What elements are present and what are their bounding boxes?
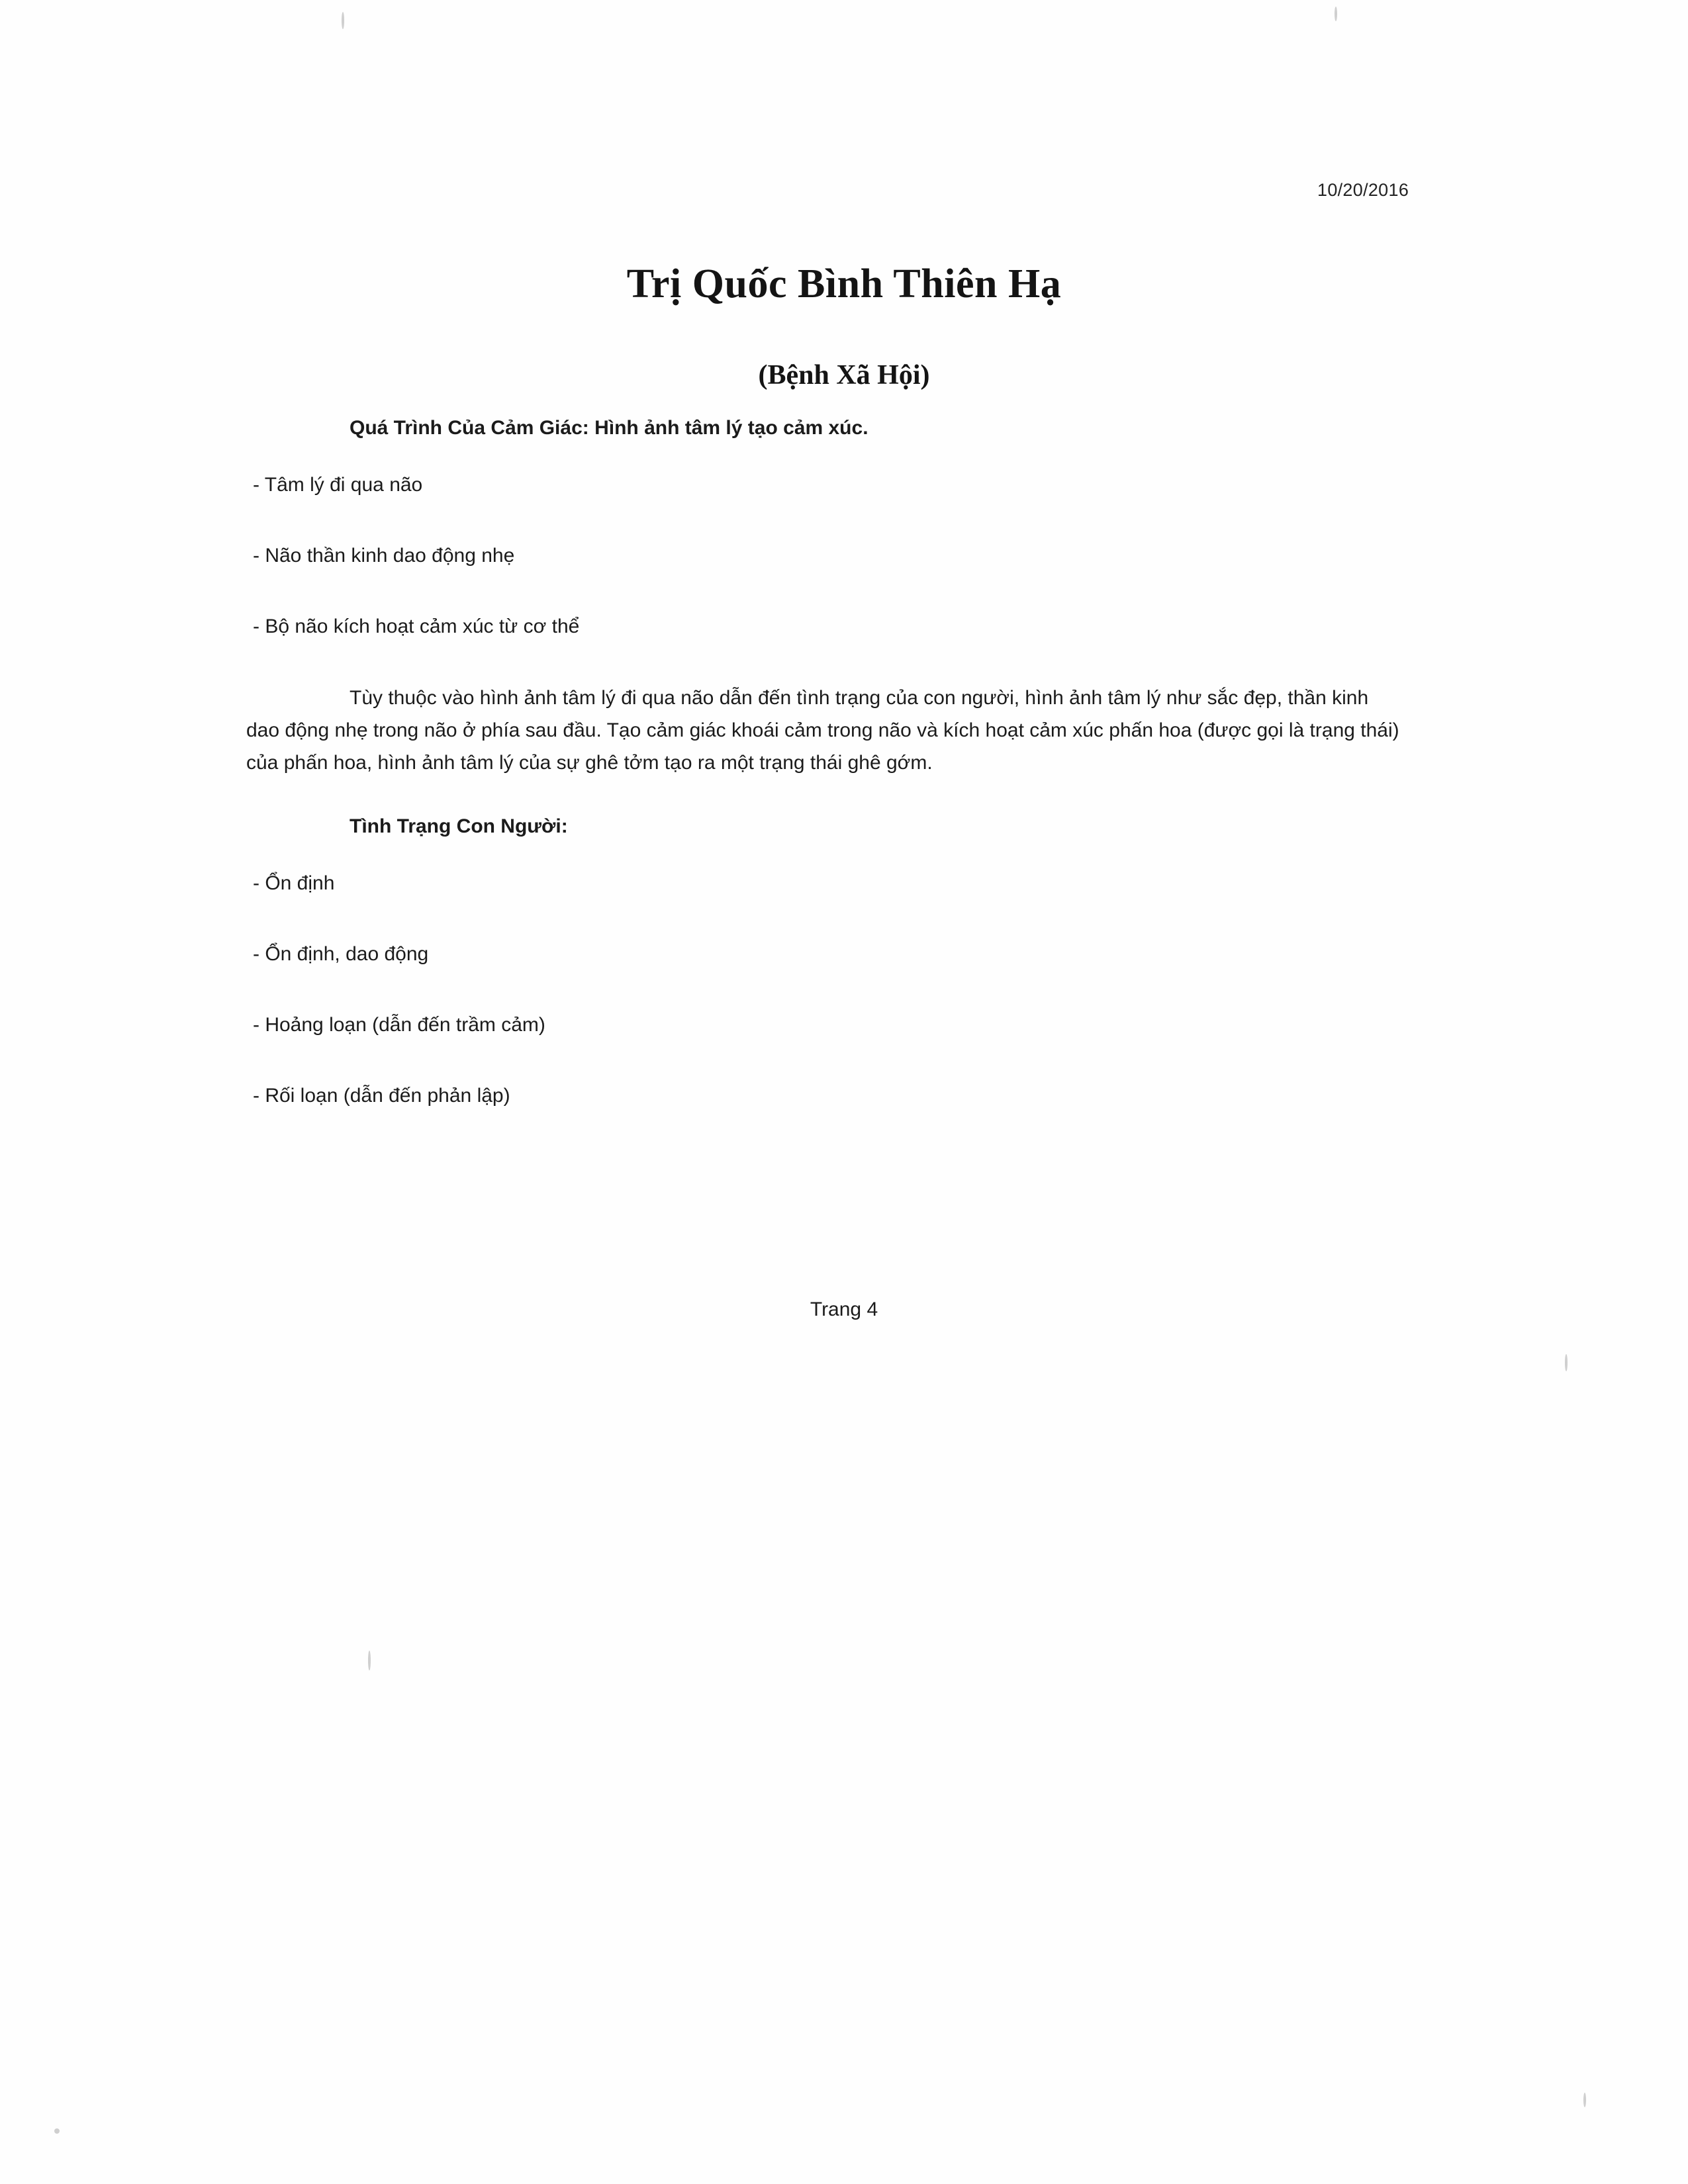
list-item: - Hoảng loạn (dẫn đến trầm cảm): [253, 1013, 545, 1036]
list-item: - Não thần kinh dao động nhẹ: [253, 545, 515, 567]
list-item: - Bộ não kích hoạt cảm xúc từ cơ thể: [253, 615, 580, 637]
page-subtitle: (Bệnh Xã Hội): [758, 359, 930, 390]
page-title: Trị Quốc Bình Thiên Hạ: [626, 261, 1062, 306]
document-body: [246, 417, 1405, 1152]
document-date: 10/20/2016: [1317, 180, 1409, 200]
scan-speck: [1583, 2093, 1586, 2107]
list-item: - Tâm lý đi qua não: [253, 474, 423, 496]
page-number: Trang 4: [810, 1298, 878, 1320]
section-one-line: [246, 417, 1405, 439]
scan-speck: [1565, 1354, 1568, 1371]
section-one-text: Hình ảnh tâm lý tạo cảm xúc.: [594, 417, 868, 439]
scan-speck: [54, 2128, 60, 2134]
section-one-separator: :: [582, 417, 595, 439]
list-item: - Ổn định, dao động: [253, 942, 429, 965]
scan-speck: [342, 12, 344, 29]
list-item: - Ổn định: [253, 872, 335, 894]
scan-speck: [1335, 7, 1337, 21]
section-two-heading: Tình Trạng Con Người:: [350, 815, 568, 837]
section-one-lead: Quá Trình Của Cảm Giác: [350, 417, 583, 439]
body-paragraph: Tùy thuộc vào hình ảnh tâm lý đi qua não dẫn đến tình trạng của con người, hình ảnh tâm lý như sắc đẹp, thần kinh dao động nhẹ trong não ở phía sau đầu. Tạo cảm giác khoái cảm trong não và kích hoạt cảm xúc phấn hoa (được gọi là trạng thái) của phấn hoa, hình ảnh tâm lý của sự ghê tởm tạo ra một trạng thái ghê gớm.: [246, 687, 1399, 774]
list-item: - Rối loạn (dẫn đến phản lập): [253, 1084, 510, 1107]
scan-speck: [368, 1651, 371, 1670]
